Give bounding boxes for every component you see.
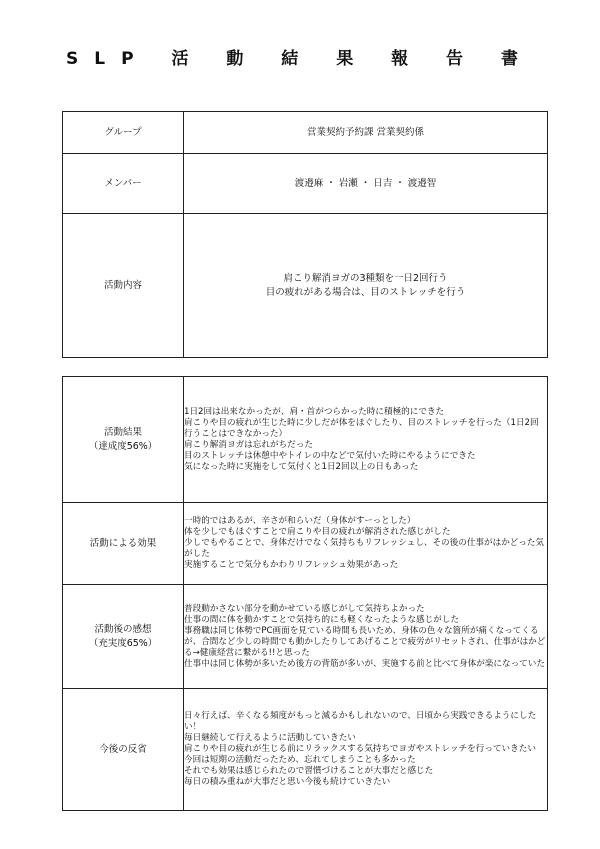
activity-value (184, 214, 548, 358)
effect-row (63, 503, 548, 585)
activity-text: 肩こり解消ヨガの3種類を一日2回行う 目の疲れがある場合は、目のストレッチを行う (265, 272, 466, 298)
result-label-rate: （達成度56%） (88, 440, 158, 452)
group-value: 営業契約予約課 営業契約係 (184, 112, 548, 154)
member-row (63, 154, 548, 214)
reflection-value: 日々行えば、辛くなる頻度がもっと減るかもしれないので、日頃から実践できるようにしたい！ 毎日継続して行えるように活動していきたい 肩こりや目の疲れが生じる前にリラックスする気持ちでヨガやストレッチを行っていきたい 今回は短期の活動だったため、忘れてしまうことも多かった それでも効果は感じられたので習慣づけることが大事だと感じた 毎日の積み重ねが大事だと思い今後も続けていきたい (184, 689, 548, 811)
impression-label (63, 585, 184, 689)
activity-row (63, 214, 548, 358)
result-row (63, 377, 548, 503)
group-row (63, 112, 548, 154)
effect-value: 一時的ではあるが、辛さが和らいだ（身体がすーっとした） 体を少しでもほぐすことで肩こりや目の疲れが解消された感じがした 少しでもやることで、身体だけでなく気持ちもリフレッシュし、その後の仕事がはかどった気がした 実施することで気分もかわりリフレッシュ効果があった (184, 503, 548, 585)
result-value: 1日2回は出来なかったが、肩・首がつらかった時に積極的にできた 肩こりや目の疲れが生じた時に少しだが体をほぐしたり、目のストレッチを行った（1日2回行うことはできなかった） 肩こり解消ヨガは忘れがちだった 目のストレッチは休憩中やトイレの中などで気付いた時にやるようにできた 気になった時に実施をして気付くと1日2回以上の日もあった (184, 377, 548, 503)
page-title: SLP 活 動 結 果 報 告 書 (66, 49, 534, 69)
impression-label-title: 活動後の感想 (94, 623, 152, 635)
result-label (63, 377, 184, 503)
group-label: グループ (63, 112, 184, 154)
impression-value: 普段動かさない部分を動かせている感じがして気持ちよかった 仕事の間に体を動かすことで気持ち的にも軽くなったような感じがした 事務職は同じ体勢でPC画面を見ている時間も長いため、身体の色々な箇所が痛くなってくるが、合間など少しの時間でも動かしたりしてあげることで疲労がリセットされ、仕事がはかどる→健康経営に繋がる!!と思った 仕事中は同じ体勢が多いため後方の背筋が多いが、実施する前と比べて身体が楽になっていた (184, 585, 548, 689)
reflection-label: 今後の反省 (63, 689, 184, 811)
result-label-title: 活動結果 (103, 426, 142, 438)
member-value: 渡邉麻 ・ 岩瀬 ・ 日吉 ・ 渡邉智 (184, 154, 548, 214)
activity-label: 活動内容 (63, 214, 184, 358)
reflection-row (63, 689, 548, 811)
impression-label-rate: （充実度65%） (88, 637, 158, 649)
effect-label: 活動による効果 (63, 503, 184, 585)
impression-row (63, 585, 548, 689)
member-label: メンバー (63, 154, 184, 214)
result-table (62, 376, 548, 811)
info-table (62, 111, 548, 358)
